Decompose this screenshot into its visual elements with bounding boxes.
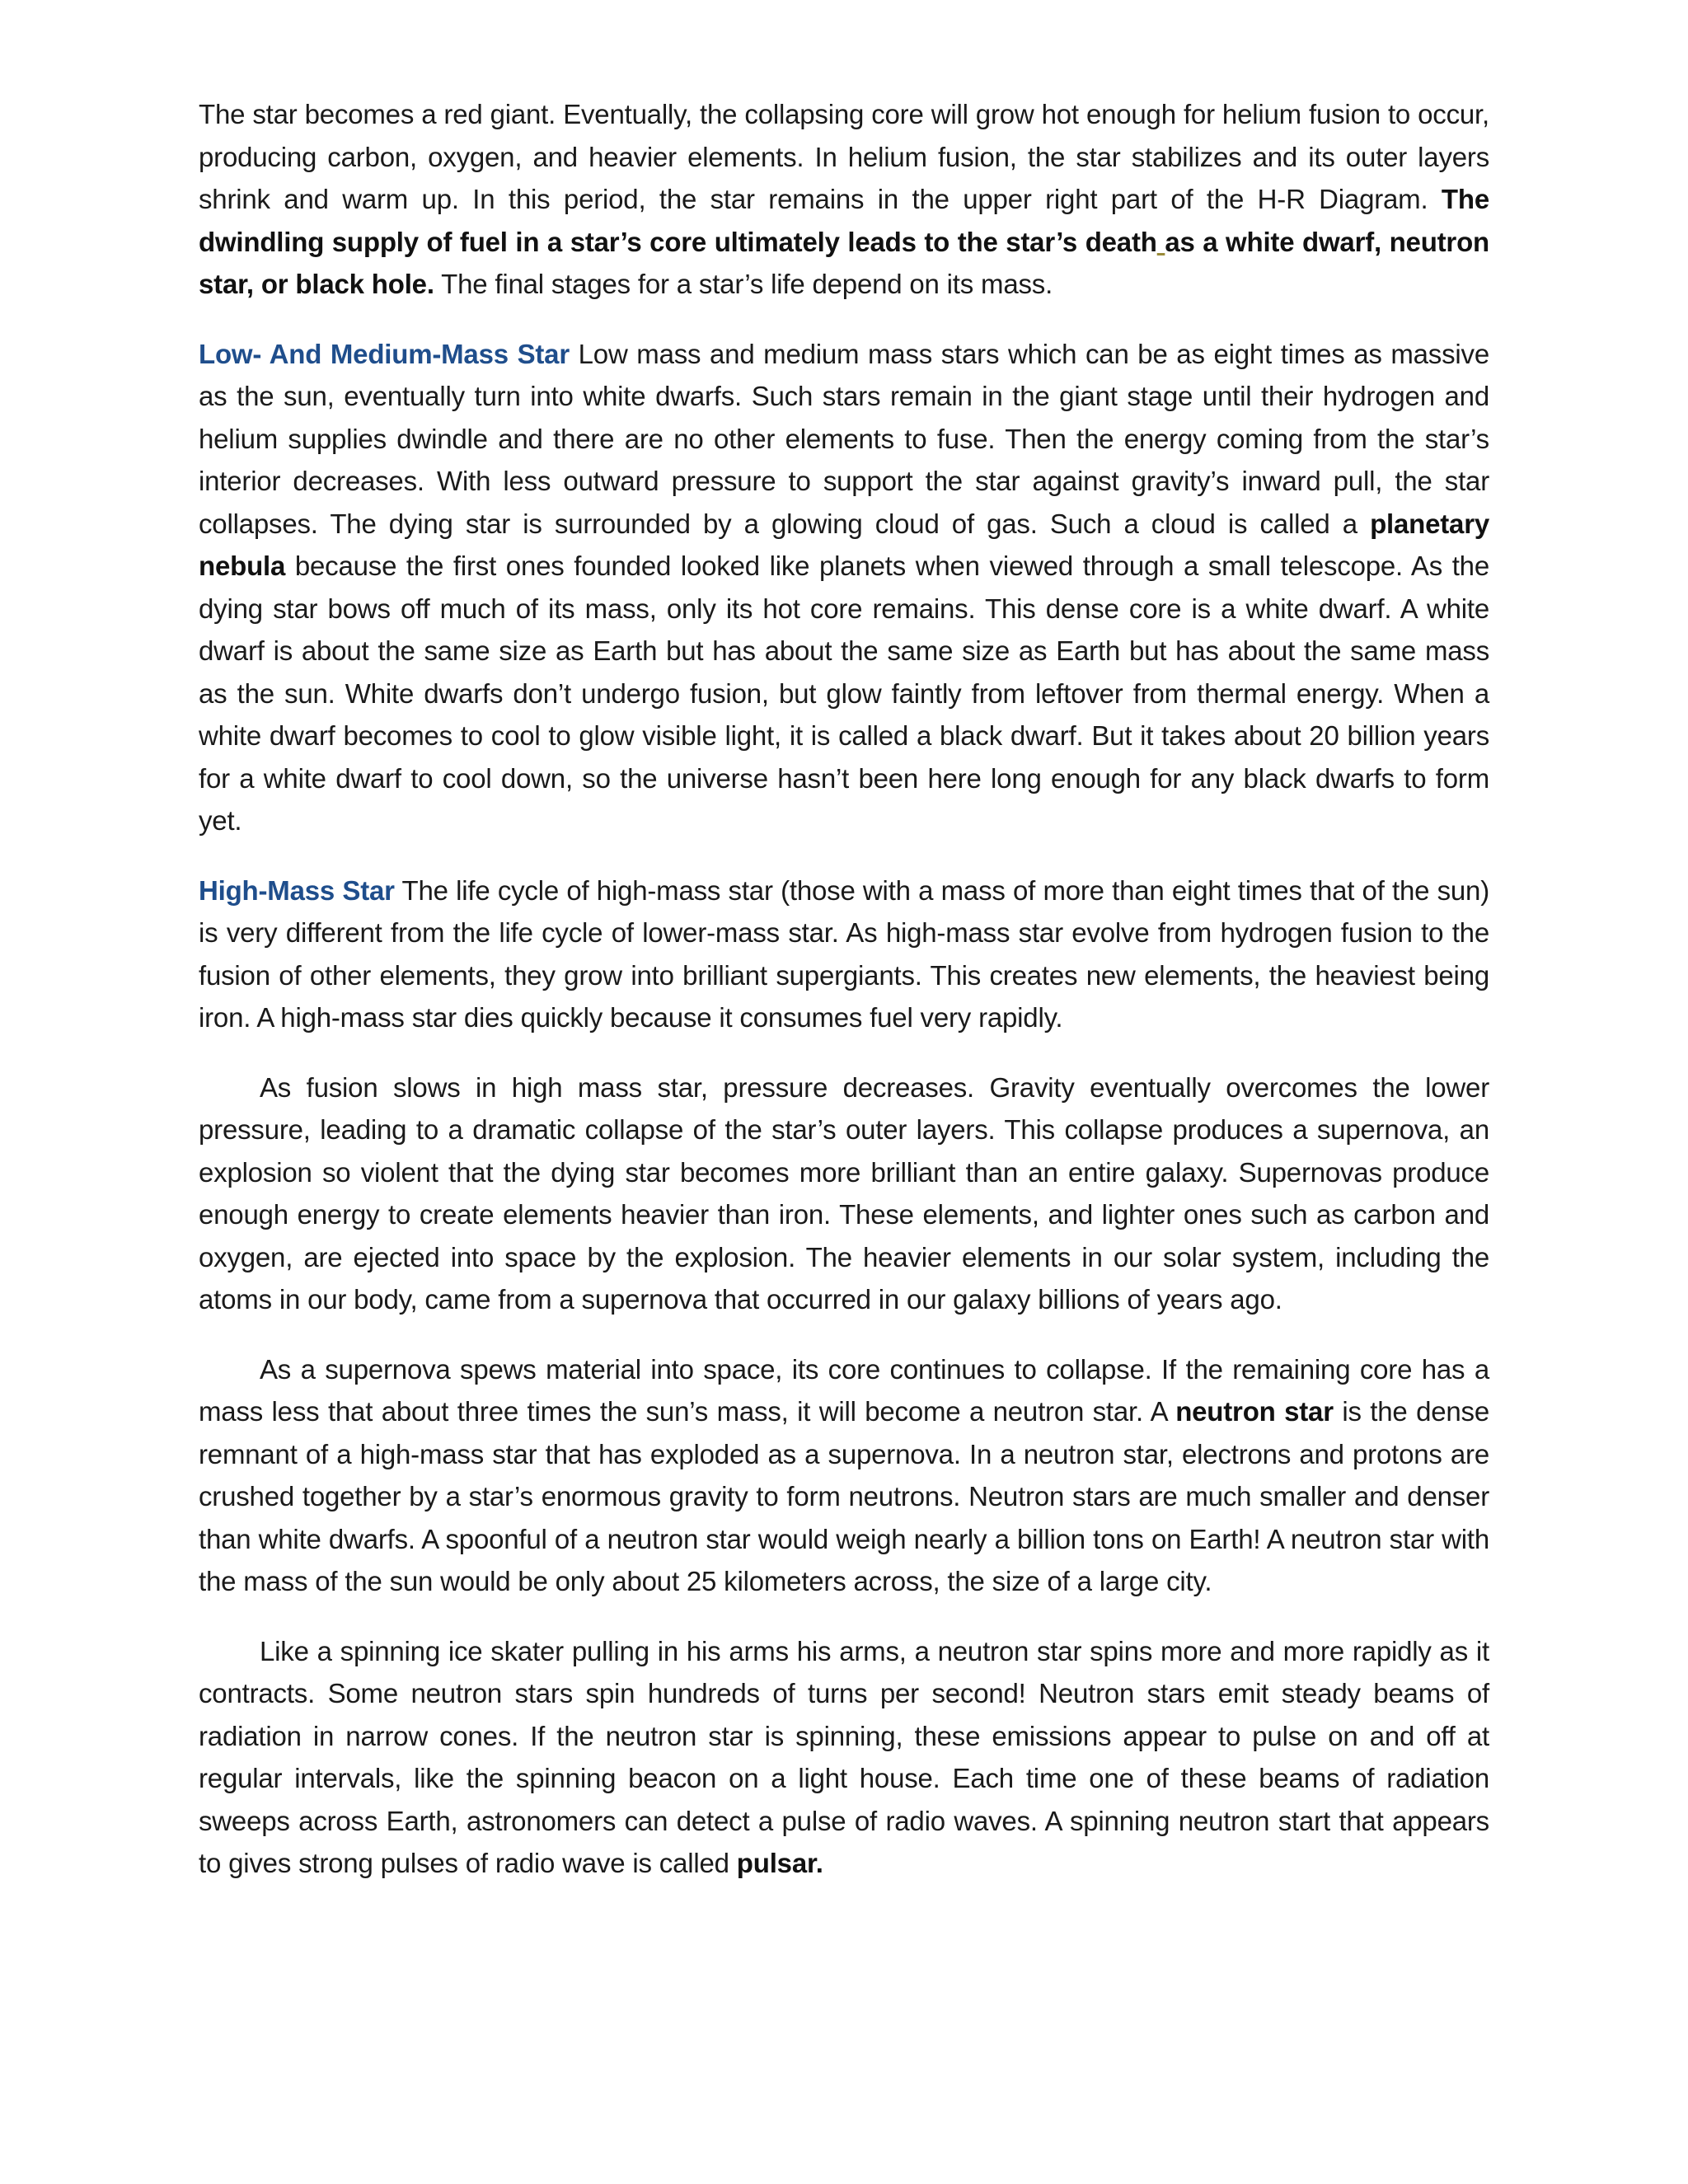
bold-phrase-stellar-death: The dwindling supply of fuel in a star’s core ultimately leads to the star’s death xyxy=(199,184,1489,257)
underlined-space xyxy=(1157,227,1165,257)
document-page xyxy=(199,93,1489,1912)
paragraph-text: Low mass and medium mass stars which can be as eight times as massive as the sun, eventually turn into white dwarfs. Such stars remain in the giant stage until their hydrogen and helium supplies dwindle and there are no other elements to fuse. Then the energy coming from the star’s interior decreases. With less outward pressure to support the star against gravity’s inward pull, the star collapses. The dying star is surrounded by a glowing cloud of gas. Such a cloud is called a xyxy=(199,338,1489,539)
section-heading-high-mass: High-Mass Star xyxy=(199,874,395,906)
term-pulsar: pulsar. xyxy=(736,1848,823,1878)
paragraph-red-giant xyxy=(199,93,1489,306)
paragraph-text: As a supernova spews material into space, its core continues to collapse. If the remaining core has a mass less that about three times the sun’s mass, it will become a neutron star. A xyxy=(199,1353,1489,1427)
bold-phrase-remnants: as a white dwarf, neutron star, or black hole. xyxy=(199,226,1489,299)
paragraph-high-mass xyxy=(199,869,1489,1039)
paragraph-text: The final stages for a star’s life depend on its mass. xyxy=(434,269,1053,299)
section-heading-low-medium-mass: Low- And Medium-Mass Star xyxy=(199,338,570,369)
paragraph-text: The life cycle of high-mass star (those with a mass of more than eight times that of the sun) is very different from the life cycle of lower-mass star. As high-mass star evolve from hydrogen fusion to the fusion of other elements, they grow into brilliant supergiants. This creates new elements, the heaviest being iron. A high-mass star dies quickly because it consumes fuel very rapidly. xyxy=(199,874,1489,1033)
paragraph-text: because the first ones founded looked like planets when viewed through a small telescope. As the dying star bows off much of its mass, only its hot core remains. This dense core is a white dwarf. A white dwarf is about the same size as Earth but has about the same size as Earth but has about the same mass as the sun. White dwarfs don’t undergo fusion, but glow faintly from leftover from thermal energy. When a white dwarf becomes to cool to glow visible light, it is called a black dwarf. But it takes about 20 billion years for a white dwarf to cool down, so the universe hasn’t been here long enough for any black dwarfs to form yet. xyxy=(199,551,1489,836)
paragraph-text: is the dense remnant of a high-mass star that has exploded as a supernova. In a neutron star, electrons and protons are crushed together by a star’s enormous gravity to form neutrons. Neutron stars are much smaller and denser than white dwarfs. A spoonful of a neutron star would weigh nearly a billion tons on Earth! A neutron star with the mass of the sun would be only about 25 kilometers across, the size of a large city. xyxy=(199,1396,1489,1596)
paragraph-pulsar xyxy=(199,1630,1489,1885)
paragraph-supernova xyxy=(199,1066,1489,1321)
paragraph-low-medium-mass xyxy=(199,333,1489,842)
term-neutron-star: neutron star xyxy=(1175,1396,1334,1427)
paragraph-neutron-star xyxy=(199,1348,1489,1603)
paragraph-text: As fusion slows in high mass star, pressure decreases. Gravity eventually overcomes the lower pressure, leading to a dramatic collapse of the star’s outer layers. This collapse produces a supernova, an explosion so violent that the dying star becomes more brilliant than an entire galaxy. Supernovas produce enough energy to create elements heavier than iron. These elements, and lighter ones such as carbon and oxygen, are ejected into space by the explosion. The heavier elements in our solar system, including the atoms in our body, came from a supernova that occurred in our galaxy billions of years ago. xyxy=(199,1071,1489,1315)
term-planetary-nebula: planetary nebula xyxy=(199,508,1489,581)
paragraph-text: Like a spinning ice skater pulling in his arms his arms, a neutron star spins more and more rapidly as it contracts. Some neutron stars spin hundreds of turns per second! Neutron stars emit steady beams of radiation in narrow cones. If the neutron star is spinning, these emissions appear to pulse on and off at regular intervals, like the spinning beacon on a light house. Each time one of these beams of radiation sweeps across Earth, astronomers can detect a pulse of radio waves. A spinning neutron start that appears to gives strong pulses of radio wave is called xyxy=(199,1635,1489,1878)
paragraph-text: The star becomes a red giant. Eventually, the collapsing core will grow hot enough for helium fusion to occur, producing carbon, oxygen, and heavier elements. In helium fusion, the star stabilizes and its outer layers shrink and warm up. In this period, the star remains in the upper right part of the H-R Diagram. xyxy=(199,99,1489,214)
